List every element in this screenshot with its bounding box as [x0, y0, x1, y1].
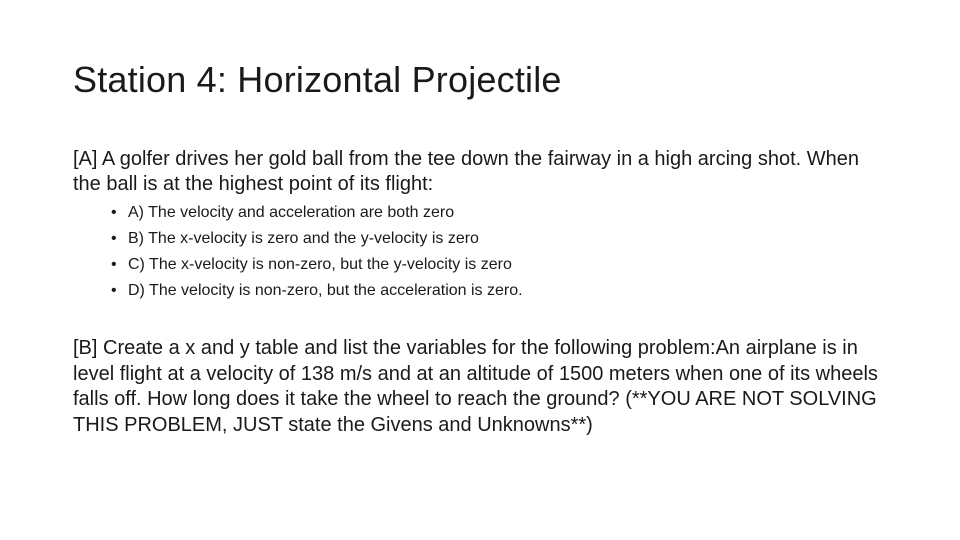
- question-b-text: [B] Create a x and y table and list the variables for the following problem:An airplane is in level flight at a velocity of 138 m/s and at an altitude of 1500 meters when one of its wheels falls off. How long does it take the wheel to reach the ground? (**YOU ARE NOT SOLVING THIS PROBLEM, JUST state the Givens and Unknowns**): [73, 337, 878, 436]
- option-c: [73, 252, 773, 278]
- option-a: [73, 200, 773, 226]
- option-c-label: C) The x-velocity is non-zero, but the y-velocity is zero: [128, 256, 512, 273]
- bullet-icon: •: [111, 282, 117, 299]
- bullet-icon: •: [111, 204, 117, 221]
- bullet-icon: •: [111, 230, 117, 247]
- slide-title: Station 4: Horizontal Projectile: [73, 59, 562, 100]
- option-d-label: D) The velocity is non-zero, but the acceleration is zero.: [128, 282, 523, 299]
- option-b-label: B) The x-velocity is zero and the y-velocity is zero: [128, 230, 479, 247]
- question-a-text: [A] A golfer drives her gold ball from the tee down the fairway in a high arcing shot. When the ball is at the highest point of its flight:: [73, 148, 859, 195]
- option-d: [73, 278, 773, 304]
- option-b: [73, 226, 773, 252]
- bullet-icon: •: [111, 256, 117, 273]
- option-a-label: A) The velocity and acceleration are both zero: [128, 204, 455, 221]
- question-a-options: [73, 200, 773, 304]
